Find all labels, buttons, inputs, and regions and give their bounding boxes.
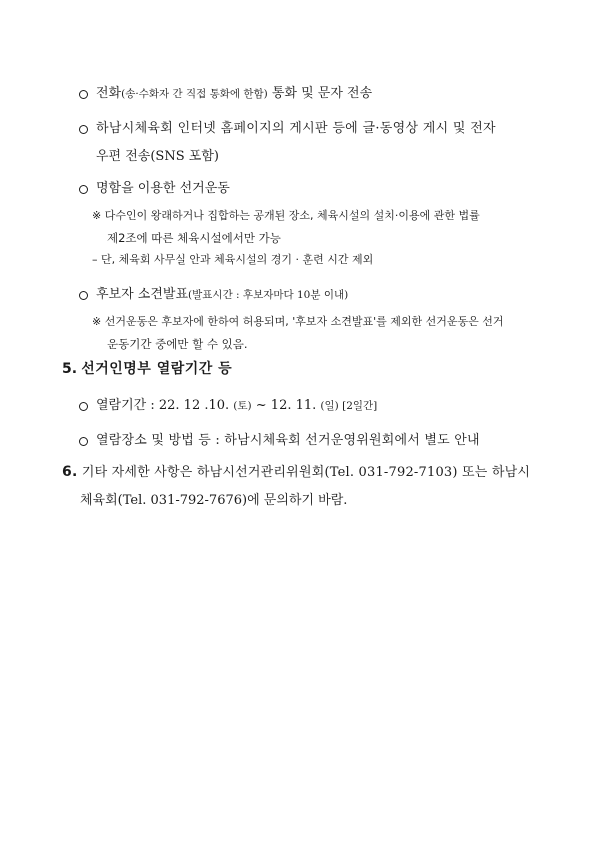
bullet-circle-icon [79,125,88,134]
bullet-card-note-dash: – 단, 체육회 사무실 안과 체육시설의 경기 · 훈련 시간 제외 [92,253,374,266]
bullet-circle-icon [79,185,88,194]
bullet-speech-main: 후보자 소견발표 [96,287,189,302]
section5-place: 열람장소 및 방법 등 : 하남시체육회 선거운영위원회에서 별도 안내 [96,433,480,448]
section5-period [96,398,377,414]
section6-text-line1: 기타 자세한 사항은 하남시선거관리위원회(Tel. 031-792-7103) 또는 하남시 [81,465,531,480]
bullet-phone-note: (송·수화자 간 직접 통화에 한함) [121,88,268,100]
bullet-speech-note-line1: ※ 선거운동은 후보자에 한하여 허용되며, '후보자 소견발표'를 제외한 선거운동은 선거 [92,315,504,328]
period-mid: ~ 12. 11. [251,398,321,413]
bullet-homepage-line2: 우편 전송(SNS 포함) [96,149,219,164]
bullet-circle-icon [79,90,88,99]
bullet-speech-time-note: (발표시간 : 후보자마다 10분 이내) [188,289,349,301]
bullet-homepage-line1: 하남시체육회 인터넷 홈페이지의 게시판 등에 글·동영상 게시 및 전자 [96,121,496,136]
bullet-phone-rest: 통화 및 문자 전송 [267,86,373,101]
period-sat: (토) [233,400,252,412]
period-days: [2일간] [338,400,378,412]
section5-number: 5. [62,361,78,377]
bullet-circle-icon [79,437,88,446]
bullet-circle-icon [79,402,88,411]
section6-line2: 체육회(Tel. 031-792-7676)에 문의하기 바람. [80,493,348,508]
bullet-speech [96,287,348,303]
bullet-card-main: 명함을 이용한 선거운동 [96,181,230,196]
section5-heading [62,361,232,378]
bullet-card-note-line1: ※ 다수인이 왕래하거나 집합하는 공개된 장소, 체육시설의 설치·이용에 관한 법률 [92,209,480,222]
bullet-card-note-line2: 제2조에 따른 체육시설에서만 가능 [107,231,281,245]
section5-title: 선거인명부 열람기간 등 [81,361,233,377]
bullet-phone-main: 전화 [96,86,122,101]
period-sun: (일) [320,400,339,412]
bullet-speech-note-line2: 운동기간 중에만 할 수 있음. [107,337,248,351]
section6-number: 6. [62,464,78,480]
section6-line1 [62,464,530,481]
period-label: 열람기간 : 22. 12 .10. [96,398,234,413]
bullet-phone [96,86,372,102]
bullet-circle-icon [79,291,88,300]
